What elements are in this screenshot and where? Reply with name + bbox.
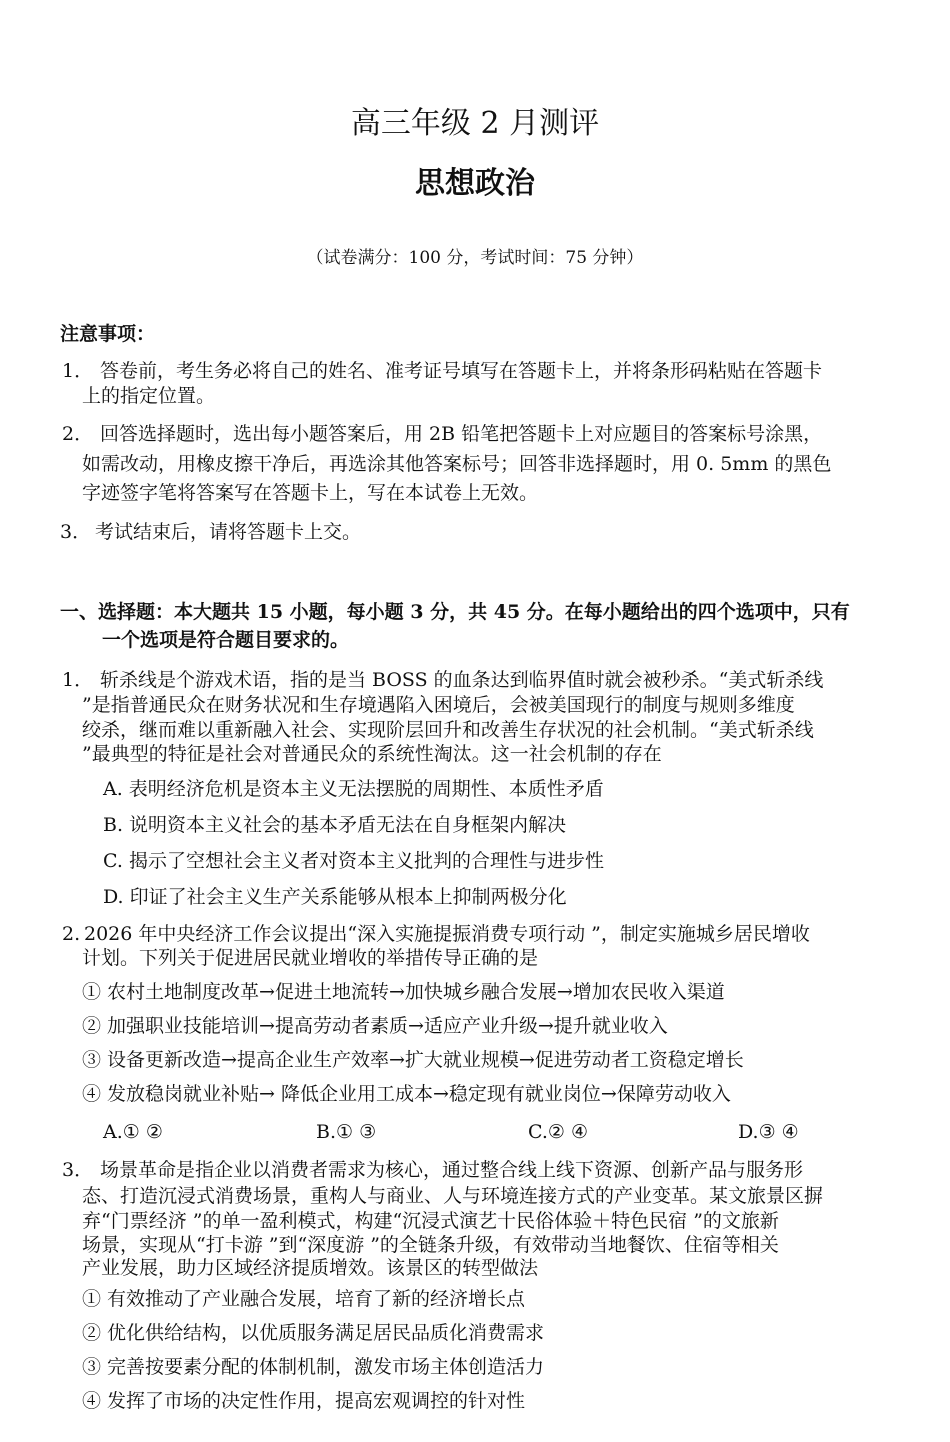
q1-stem-line: ”最典型的特征是社会对普通民众的系统性淘汰。这一社会机制的存在: [82, 743, 662, 765]
notice-item-1-line: 上的指定位置。: [82, 385, 216, 407]
q2-item-3: ③ 设备更新改造→提高企业生产效率→扩大就业规模→促进劳动者工资稳定增长: [82, 1049, 744, 1071]
q2-option-c: C.② ④: [528, 1121, 589, 1143]
notice-item-2-line: 如需改动，用橡皮擦干净后，再选涂其他答案标号；回答非选择题时，用 0. 5mm 的黑色: [82, 453, 832, 475]
q1-option-d: D. 印证了社会主义生产关系能够从根本上抑制两极分化: [103, 886, 567, 908]
notice-item-2-line: 字迹签字笔将答案写在答题卡上，写在本试卷上无效。: [82, 482, 539, 504]
q3-stem-line: 态、打造沉浸式消费场景，重构人与商业、人与环境连接方式的产业变革。某文旅景区摒: [82, 1185, 824, 1207]
q2-number: 2.: [62, 923, 81, 945]
q1-option-b: B. 说明资本主义社会的基本矛盾无法在自身框架内解决: [103, 814, 567, 836]
q1-option-a: A. 表明经济危机是资本主义无法摆脱的周期性、本质性矛盾: [103, 778, 604, 800]
q3-item-2: ② 优化供给结构，以优质服务满足居民品质化消费需求: [82, 1322, 545, 1344]
notice-item-1-num: 1．: [62, 360, 94, 382]
q1-stem-line: 绞杀，继而难以重新融入社会、实现阶层回升和改善生存状况的社会机制。“美式斩杀线: [82, 719, 814, 741]
q2-item-4: ④ 发放稳岗就业补贴→ 降低企业用工成本→稳定现有就业岗位→保障劳动收入: [82, 1083, 731, 1105]
q2-option-a: A.① ②: [103, 1121, 163, 1143]
q3-item-4: ④ 发挥了市场的决定性作用，提高宏观调控的针对性: [82, 1390, 526, 1412]
q3-stem-line: 弃“门票经济 ”的单一盈利模式，构建“沉浸式演艺十民俗体验＋特色民宿 ”的文旅新: [82, 1210, 779, 1232]
exam-info: （试卷满分：100 分，考试时间：75 分钟）: [306, 248, 644, 268]
exam-title: 高三年级 2 月测评: [350, 106, 600, 141]
q3-item-3: ③ 完善按要素分配的体制机制，激发市场主体创造活力: [82, 1356, 545, 1378]
q2-stem-line: 计划。下列关于促进居民就业增收的举措传导正确的是: [82, 947, 539, 969]
q3-stem-line: 产业发展，助力区域经济提质增效。该景区的转型做法: [82, 1257, 539, 1279]
q1-option-c: C. 揭示了空想社会主义者对资本主义批判的合理性与进步性: [103, 850, 604, 872]
notice-item-2-line: 回答选择题时，选出每小题答案后，用 2B 铅笔把答题卡上对应题目的答案标号涂黑，: [100, 423, 823, 445]
q3-stem-line: 场景革命是指企业以消费者需求为核心，通过整合线上线下资源、创新产品与服务形: [100, 1159, 804, 1181]
q3-item-1: ① 有效推动了产业融合发展，培育了新的经济增长点: [82, 1288, 526, 1310]
notice-item-3-num: 3．: [60, 521, 92, 543]
notice-item-2-num: 2．: [62, 423, 94, 445]
q2-stem-line: 2026 年中央经济工作会议提出“深入实施提振消费专项行动 ”，制定实施城乡居民增收: [84, 923, 810, 945]
q2-option-d: D.③ ④: [738, 1121, 799, 1143]
q3-stem-line: 场景，实现从“打卡游 ”到“深度游 ”的全链条升级，有效带动当地餐饮、住宿等相关: [82, 1234, 779, 1256]
q1-stem-line: ”是指普通民众在财务状况和生存境遇陷入困境后，会被美国现行的制度与规则多维度: [82, 694, 795, 716]
section-heading: 一个选项是符合题目要求的。: [102, 629, 350, 651]
q2-option-b: B.① ③: [316, 1121, 377, 1143]
q3-number: 3．: [62, 1159, 94, 1181]
q2-item-2: ② 加强职业技能培训→提高劳动者素质→适应产业升级→提升就业收入: [82, 1015, 668, 1037]
q1-stem-line: 斩杀线是个游戏术语，指的是当 BOSS 的血条达到临界值时就会被秒杀。“美式斩杀线: [100, 669, 824, 691]
notice-item-1-line: 答卷前，考生务必将自己的姓名、准考证号填写在答题卡上，并将条形码粘贴在答题卡: [100, 360, 823, 382]
q2-item-1: ① 农村土地制度改革→促进土地流转→加快城乡融合发展→增加农民收入渠道: [82, 981, 725, 1003]
subject-title: 思想政治: [415, 166, 535, 201]
notice-heading: 注意事项：: [60, 323, 156, 345]
section-heading: 一、选择题：本大题共 15 小题，每小题 3 分，共 45 分。在每小题给出的四个选项中，只有: [60, 601, 850, 623]
notice-item-3-line: 考试结束后，请将答题卡上交。: [95, 521, 362, 543]
q1-number: 1．: [62, 669, 94, 691]
